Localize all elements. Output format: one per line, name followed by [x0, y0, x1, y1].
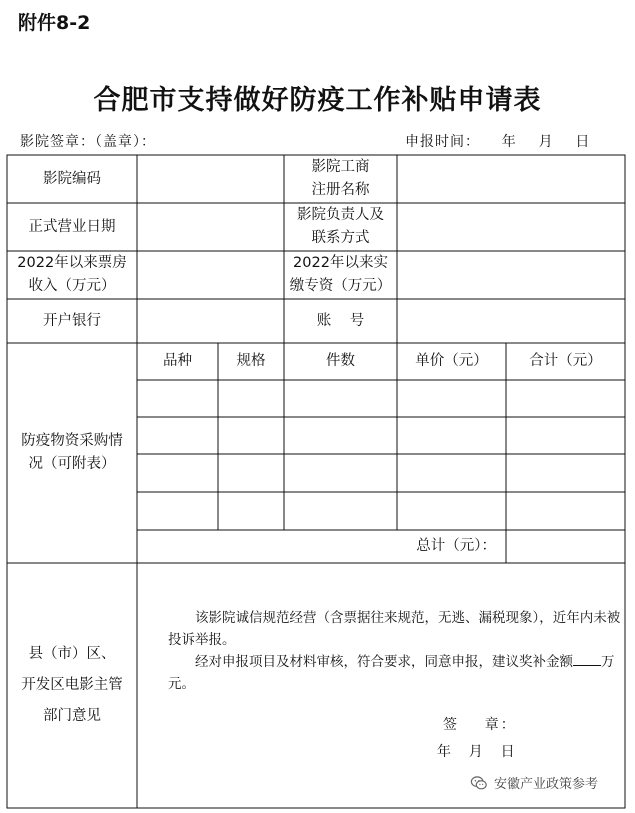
opinion-date-label: 年 月 日 [437, 744, 515, 760]
box-office-income-field[interactable] [137, 251, 284, 299]
subsidy-amount-blank[interactable] [573, 651, 601, 666]
authority-opinion-label: 县（市）区、 开发区电影主管 部门意见 [21, 646, 123, 724]
stamp-label: 影院签章：（盖章）： [20, 134, 156, 150]
attachment-label: 附件8-2 [18, 12, 91, 34]
bank-label: 开户银行 [43, 312, 101, 329]
column-header-unit-price: 单价（元） [415, 353, 488, 369]
wechat-icon [470, 774, 488, 792]
box-office-income-label: 2022年以来票房 收入（万元） [17, 255, 127, 294]
opinion-paragraph-recommendation [168, 651, 623, 695]
total-field[interactable] [506, 530, 625, 563]
opening-date-label: 正式营业日期 [28, 218, 116, 235]
watermark [470, 773, 598, 792]
column-header-variety: 品种 [163, 353, 192, 369]
recommendation-unit: 万元。 [168, 654, 615, 692]
declaration-date-label: 申报时间： 年 月 日 [405, 134, 591, 150]
account-number-field[interactable] [397, 299, 625, 343]
table-row[interactable] [137, 454, 625, 492]
watermark-text: 安徽产业政策参考 [494, 777, 599, 792]
page-title: 合肥市支持做好防疫工作补贴申请表 [93, 85, 542, 116]
table-row[interactable] [137, 380, 625, 417]
opening-date-field[interactable] [137, 203, 284, 251]
manager-contact-field[interactable] [397, 203, 625, 251]
opinion-paragraph-integrity: 该影院诚信规范经营（含票据往来规范，无逃、漏税现象），近年内未被投诉举报。 [168, 610, 621, 648]
procurement-label: 防疫物资采购情 况（可附表） [21, 433, 123, 472]
total-label: 总计（元）： [416, 538, 496, 554]
bank-field[interactable] [137, 299, 284, 343]
special-fund-paid-label: 2022年以来实 缴专资（万元） [289, 255, 392, 294]
seal-label: 签 章： [443, 717, 517, 733]
special-fund-paid-field[interactable] [397, 251, 625, 299]
account-number-label: 账 号 [316, 312, 365, 329]
table-row[interactable] [137, 492, 625, 530]
opinion-text [168, 607, 623, 695]
recommendation-text: 经对申报项目及材料审核，符合要求，同意申报，建议奖补金额 [195, 654, 573, 670]
manager-contact-label: 影院负责人及 联系方式 [297, 207, 384, 246]
business-registration-name-label: 影院工商 注册名称 [311, 159, 370, 198]
business-registration-name-field[interactable] [397, 155, 625, 203]
column-header-spec: 规格 [236, 353, 266, 369]
cinema-code-field[interactable] [137, 155, 284, 203]
cinema-code-label: 影院编码 [43, 170, 101, 187]
column-header-subtotal: 合计（元） [529, 353, 602, 369]
table-row[interactable] [137, 417, 625, 454]
column-header-quantity: 件数 [326, 353, 355, 369]
